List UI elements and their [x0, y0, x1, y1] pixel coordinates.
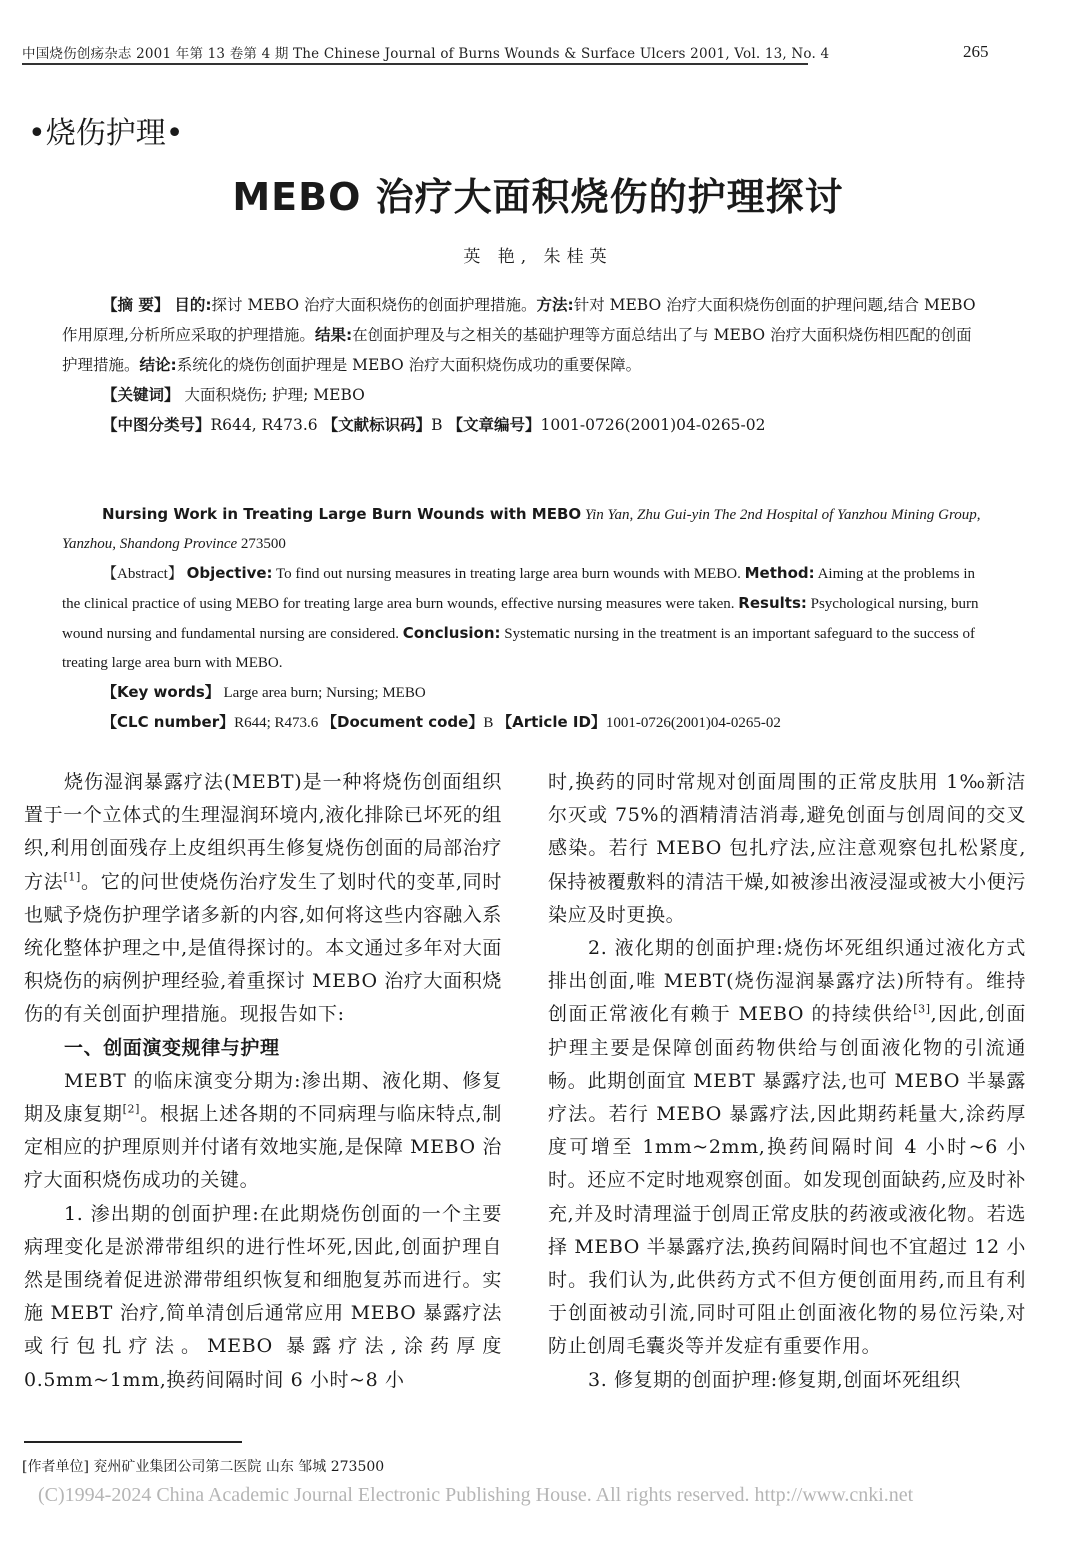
body-text: 。它的问世使烧伤治疗发生了划时代的变革,同时也赋予烧伤护理学诸多新的内容,如何将这些内容融入系统化整体护理之中,是值得探讨的。本文通过多年对大面积烧伤的病例护理经验,着重探讨 MEBO 治疗大面积烧伤的有关创面护理措施。现报告如下:: [24, 870, 502, 1026]
keywords-text: 大面积烧伤; 护理; MEBO: [184, 386, 365, 404]
article-value: 1001-0726(2001)04-0265-02: [540, 416, 766, 434]
keywords-cn: [62, 380, 982, 410]
conclusion-text: 系统化的烧伤创面护理是 MEBO 治疗大面积烧伤成功的重要保障。: [176, 356, 642, 374]
article-title: MEBO 治疗大面积烧伤的护理探讨: [232, 175, 844, 219]
abstract-en: [62, 500, 982, 738]
en-classification: [62, 708, 982, 738]
body-paragraph: 时,换药的同时常规对创面周围的正常皮肤用 1‰新洁尔灭或 75%的酒精清洁消毒,避免创面与创周间的交叉感染。若行 MEBO 包扎疗法,应注意观察包扎松紧度,保持被覆敷料的清洁干燥,如被渗出液浸湿或被大小便污染应及时更换。: [548, 771, 1026, 926]
en-postcode: 273500: [240, 536, 286, 552]
result-label: 结果:: [314, 326, 353, 344]
page-number: 265: [963, 42, 989, 61]
en-method-label: Method:: [744, 564, 815, 582]
en-title-line: [62, 500, 982, 559]
clc-label: 【中图分类号】: [102, 416, 211, 434]
en-keywords: [62, 678, 982, 708]
article-label: 【文章编号】: [447, 416, 541, 434]
authors: 英 艳, 朱桂英: [463, 247, 613, 267]
result-text: 在创面护理及与之相关的基础护理等方面总结出了与 MEBO 治疗大面积烧伤相匹配的创面护理措施。: [62, 326, 972, 374]
en-keywords-label: 【Key words】: [102, 683, 220, 701]
en-clc: R644; R473.6: [234, 715, 319, 731]
body-column-right: [548, 766, 1026, 1397]
body-text: MEBT 的临床演变分期为:渗出期、液化期、修复期及康复期: [24, 1069, 502, 1126]
en-keywords-text: Large area burn; Nursing; MEBO: [223, 685, 426, 701]
en-doc-label: 【Document code】: [322, 713, 484, 731]
author-affiliation-footnote: [作者单位] 兖州矿业集团公司第二医院 山东 邹城 273500: [22, 1459, 385, 1475]
header-rule: [22, 63, 808, 65]
en-method: Aiming at the problems in the clinical practice of using MEBO for treating large area burn wounds, effective nursing measures were taken.: [62, 566, 976, 612]
abstract-cn-paragraph: [62, 290, 982, 380]
en-conclusion: Systematic nursing in the treatment is an important safeguard to the success of treating large area burn with MEBO.: [62, 626, 975, 671]
abstract-label: 【摘 要】: [102, 296, 170, 314]
en-abstract-paragraph: [62, 559, 982, 678]
objective-text: 探讨 MEBO 治疗大面积烧伤的创面护理措施。: [211, 296, 537, 314]
footnote-rule: [24, 1441, 242, 1443]
method-text: 针对 MEBO 治疗大面积烧伤创面的护理问题,结合 MEBO 作用原理,分析所应采取的护理措施。: [62, 296, 976, 344]
doc-label: 【文献标识码】: [322, 416, 432, 434]
body-column-left: [24, 766, 502, 1397]
classification-cn: [62, 410, 982, 440]
en-authors: Yin Yan, Zhu Gui-yin The 2nd Hospital of Yanzhou Mining Group, Yanzhou, Shandong Province: [62, 507, 981, 552]
body-paragraph: 1. 渗出期的创面护理:在此期烧伤创面的一个主要病理变化是淤滞带组织的进行性坏死,因此,创面护理自然是围绕着促进淤滞带组织恢复和细胞复苏而进行。实施 MEBT 治疗,简单清创后通常应用 MEBO 暴露疗法或行包扎疗法。MEBO 暴露疗法,涂药厚度 0.5mm~1mm,换药间隔时间 6 小时~8 小: [24, 1202, 502, 1391]
running-header: 中国烧伤创疡杂志 2001 年第 13 卷第 4 期 The Chinese Journal of Burns Wounds & Surface Ulcers 2001, Vol. 13, No. 4: [22, 46, 830, 62]
en-doc: B: [483, 715, 494, 731]
copyright-watermark: (C)1994-2024 China Academic Journal Electronic Publishing House. All rights reserved. http://www.cnki.net: [38, 1484, 914, 1506]
en-objective: To find out nursing measures in treating large area burn wounds with MEBO.: [276, 566, 741, 582]
column-label: •烧伤护理•: [28, 116, 184, 151]
body-text: 烧伤湿润暴露疗法(MEBT)是一种将烧伤创面组织置于一个立体式的生理湿润环境内,液化排除已坏死的组织,利用创面残存上皮组织再生修复烧伤创面的局部治疗方法: [24, 771, 502, 893]
en-article-label: 【Article ID】: [497, 713, 606, 731]
conclusion-label: 结论:: [139, 356, 177, 374]
body-paragraph: [24, 1065, 502, 1198]
doc-value: B: [431, 416, 443, 434]
en-results-label: Results:: [738, 594, 807, 612]
body-text: 2. 液化期的创面护理:烧伤坏死组织通过液化方式排出创面,唯 MEBT(烧伤湿润暴露疗法)所特有。维持创面正常液化有赖于 MEBO 的持续供给: [548, 937, 1026, 1026]
abstract-cn: [62, 290, 982, 440]
body-text: ,因此,创面护理主要是保障创面药物供给与创面液化物的引流通畅。此期创面宜 MEBT 暴露疗法,也可 MEBO 半暴露疗法。若行 MEBO 暴露疗法,因此期药耗量大,涂药厚度可增至 1mm~2mm,换药间隔时间 4 小时~6 小时。还应不定时地观察创面。如发现创面缺药,应及时补充,并及时清理溢于创周正常皮肤的药液或液化物。若选择 MEBO 半暴露疗法,换药间隔时间也不宜超过 12 小时。我们认为,此供药方式不但方便创面用药,而且有利于创面被动引流,同时可阻止创面液化物的易位污染,对防止创周毛囊炎等并发症有重要作用。: [548, 1003, 1026, 1358]
method-label: 方法:: [536, 296, 574, 314]
body-text: 。根据上述各期的不同病理与临床特点,制定相应的护理原则并付诸有效地实施,是保障 MEBO 治疗大面积烧伤成功的关键。: [24, 1103, 502, 1192]
en-conclusion-label: Conclusion:: [402, 624, 501, 642]
body-paragraph: [548, 932, 1026, 1364]
body-paragraph: 3. 修复期的创面护理:修复期,创面坏死组织: [588, 1368, 961, 1391]
citation[interactable]: [2]: [122, 1102, 141, 1116]
clc-value: R644, R473.6: [210, 416, 318, 434]
en-objective-label: Objective:: [186, 564, 273, 582]
en-clc-label: 【CLC number】: [102, 713, 235, 731]
en-title: Nursing Work in Treating Large Burn Wounds with MEBO: [102, 505, 582, 523]
en-article: 1001-0726(2001)04-0265-02: [605, 715, 781, 731]
objective-label: 目的:: [174, 296, 212, 314]
section-heading: 一、创面演变规律与护理: [64, 1036, 280, 1059]
citation[interactable]: [1]: [63, 870, 81, 884]
body-paragraph: [24, 766, 502, 1032]
citation[interactable]: [3]: [913, 1003, 931, 1017]
en-abstract-label: 【Abstract】: [102, 566, 183, 582]
en-results: Psychological nursing, burn wound nursing and fundamental nursing are considered.: [62, 596, 979, 642]
keywords-label: 【关键词】: [102, 386, 180, 404]
